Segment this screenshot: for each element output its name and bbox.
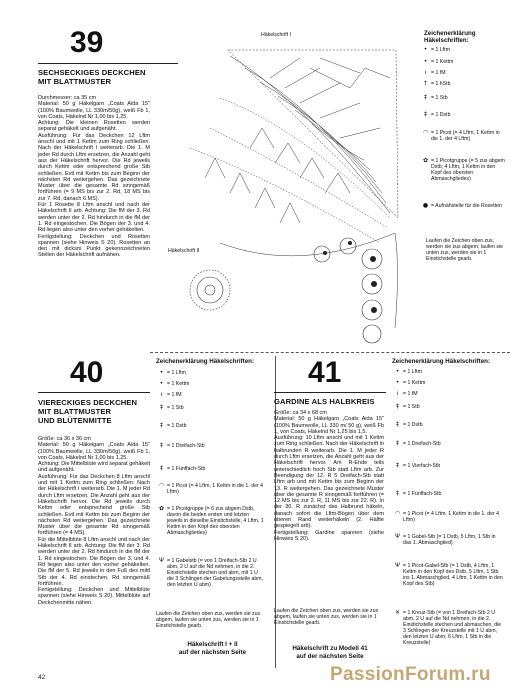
legend-41-row-vierfach: ‡ = 1 Vierfach-Stb (392, 463, 507, 469)
section-divider (150, 352, 510, 353)
caption-41-line2: auf der nächsten Seite (296, 653, 364, 660)
picot-fork-stitch-icon: Ψ (395, 562, 400, 569)
pattern-41-title-line1: GARDINE ALS HALBKREIS (274, 397, 375, 406)
chain-icon: • (159, 369, 164, 376)
page-number: 42 (38, 674, 46, 681)
pattern-40-title-line3: UND BLÜTENMITTE (38, 416, 112, 425)
picot-icon: ◠ (394, 510, 401, 517)
legend-40-row-picot: ◠ = 1 Picot (= 4 Lftm, 1 Kettm in die 1. der 4 Lftm) (156, 483, 268, 495)
legend-41-row-dreifach: ‡ = 1 Dreifach-Stb (392, 441, 507, 447)
legend-40-row-gabelstb: Ψ = 1 Gabelstb (= von 1 Dreifach-Stb 2 U abm, 2 U auf die Nd nehmen, in die 2. Einstichstelle stechen und abm, mit 1 U die 3 Schlingen der Gabelungsstelle abm, den letzten U abm) (156, 558, 268, 588)
half-double-icon: † (424, 80, 427, 87)
legend-39-row-kettm: • = 1 Kettm (420, 59, 508, 65)
pattern-41-execution: Ausführung: 10 Lftm anschl und mit 1 Kettm zum Ring schließen. Nach der Häkelschrift in halbrunden R weiterarb. Die 1. M jeder R durch Lftm ersetzen, die Anzahl geht aus der Häkelschrift hervor. Am R-Ende teils unterschiedlich hoch Stb statt Lftm arb. Zur Beendigung der 12. R 5 Dreifach-Stb statt Lftm arb und mit Kettm bis zum Beginn der 13. R weitergehen. Das gezeichnete Muster über die gesamte R sinngemäß fortführen (= 12 MS bis zur 2. R, 11 MS bis zur 22. R). In der 30. R zunächst das Halbrund häkeln, danach sofort die Lftm-Bögen über dem oberen Rand weiterhäkeln (2. Hälfte gespiegelt arb). (274, 435, 384, 530)
legend-39-row-aufnaehstelle: ● = Aufnähstelle für die Rosetten (420, 203, 508, 209)
chain-icon: • (395, 368, 400, 375)
pattern-39-size: Durchmesser: ca 35 cm (38, 95, 97, 101)
double-crochet-icon: ‡ (396, 403, 399, 410)
picot-icon: ◠ (158, 482, 165, 489)
pattern-41-finishing: Fertigstellung: Gardine spannen (siehe Hinweis S 20). (274, 529, 384, 542)
watermark: PassionForum.ru (330, 664, 491, 685)
picot-group-icon: ✿ (422, 157, 429, 164)
pattern-41-material: Material: 50 g Häkelgarn „Coats Aida 15" (100% Baumwolle, LL 330 m/ 50 g), weiß Fb 1, von Coats, Häkelnd Nr 1,25 bis 1,5. (274, 416, 384, 435)
legend-39-row-dstb: ‡ = 1 Dstb (420, 112, 508, 118)
legend-39-row-fm: ı = 1 fM (420, 70, 508, 76)
legend-39-row-picot: ◠ = 1 Picot (= 4 Lftm, 1 Kettm in die 1. der 4 Lftm) (420, 130, 508, 142)
slip-stitch-icon: • (159, 380, 164, 387)
pattern-39-instructions (38, 95, 150, 259)
slip-stitch-icon: • (423, 58, 428, 65)
fork-stitch-icon: Ψ (159, 557, 164, 564)
quintuple-treble-icon: ‡ (396, 490, 399, 497)
legend-41-row-picot: ◠ = 1 Picot (= 4 Lftm, 1 Kettm in die 1. der 4 Lftm) (392, 511, 507, 523)
pattern-40-title-line1: VIERECKIGES DECKCHEN (38, 398, 138, 407)
pattern-39-note: Achtung: Die kleinen Rosetten werden separat gehäkelt und aufgenäht. (38, 120, 150, 133)
divider (38, 392, 150, 393)
legend-41-row-dstb: ‡ = 1 Dstb (392, 422, 507, 428)
treble-icon: ‡ (396, 421, 399, 428)
treble-icon: ‡ (424, 111, 427, 118)
legend-40-row-stb: ‡ = 1 Stb (156, 405, 268, 411)
single-crochet-icon: ı (424, 69, 427, 76)
picot-icon: ◠ (422, 129, 429, 136)
double-crochet-icon: ‡ (424, 94, 427, 101)
legend-39-title-line2: Häkelschriften: (424, 37, 469, 44)
crochet-chart-39 (150, 28, 408, 348)
pattern-40-flower: Für die Mittelblüte 8 Lftm anschl und nach der Häkelschrift II arb. Achtung: Die fM der 3. Rd werden unter der 2. Rd hindurch in die fM der 1. Rd eingestochen. Die Bögen der 3. und 4. Rd liegen also unter den vorher gehäkelten. Die fM der 5. Rd jeweils in den Fuß des mittl Stb der 4. Rd einstechen. Rd sinngemäß fortführen. (38, 536, 150, 587)
legend-41-row-kreuzstb: ✕ = 1 Kreuz-Stb (= von 1 Dreifach-Stb 2 U abm, 2 U auf die Nd nehmen, in die 2. Einstichstelle stechen und abmaschen, die 3 Schlingen der Kreuzstelle mit 1 U abm, den letzten U abm, 6 Lftm, 1 Stb in die Kreuzstelle) (392, 610, 507, 646)
caption-41-line1: Häkelschrift zu Modell 41 (292, 645, 368, 652)
triple-treble-icon: ‡ (160, 442, 163, 449)
legend-39-title-line1: Zeichenerklärung (424, 30, 476, 37)
fork-stitch-icon: Ψ (395, 533, 400, 540)
single-crochet-icon: ı (160, 391, 163, 398)
caption-40-line2: auf der nächsten Seite (178, 649, 247, 656)
schrift-1-label: Häkelschrift I (261, 32, 291, 38)
legend-41-title: Zeichenerklärung Häkelschriften: (392, 358, 490, 365)
legend-39-row-lftm: • = 1 Lftm (420, 47, 508, 53)
quadruple-treble-icon: ‡ (396, 462, 399, 469)
pattern-40-note: Achtung: Die Mittelblüte wird separat gehäkelt und aufgenäht. (38, 461, 150, 474)
pattern-39-finishing: Fertigstellung: Deckchen und Rosetten spannen (siehe Hinweis S 20). Rosetten an den mit dicksm Punkt gekennzeichneten Stellen der Häkelschrift aufnähen. (38, 233, 150, 259)
legend-40-row-dstb: ‡ = 1 Dstb (156, 423, 268, 429)
pattern-41-number: 41 (308, 356, 342, 389)
legend-41-row-picot-gabelstb: Ψ = 1 Picot-Gabel-Stb (= 1 Dstb, 4 Lftm, 1 Kettm in den Kopf des Dstb, 5 Lftm, 1 Stb ins 1. Abmaschglied, 4 Lftm, 1 Kettm in den Kopf des Stb) (392, 563, 507, 587)
schrift-2-label: Häkelschrift II (168, 248, 200, 254)
legend-40-row-lftm: • = 1 Lftm (156, 370, 268, 376)
legend-40-row-kettm: • = 1 Kettm (156, 381, 268, 387)
treble-icon: ‡ (160, 422, 163, 429)
pattern-40-material: Material: 50 g Häkelgarn „Coats Aida 15" (100% Baumwolle, LL 330m/50g), weiß Fb 1, von Coats, Häkelnd Nr 1,00 bis 1,25. (38, 442, 150, 461)
picot-group-icon: ✿ (158, 505, 165, 512)
divider (274, 392, 386, 393)
legend-41-row-stb: ‡ = 1 Stb (392, 404, 507, 410)
legend-40-row-dreifach: ‡ = 1 Dreifach-Stb (156, 443, 268, 449)
pattern-40-execution: Ausführung: Für das Deckchen 8 Lftm anschl und mit 1 Kettm zum Ring schließen. Nach der Häkelschrift I weiterarb. Die 1. M jeder Rd durch Lftm ersetzen. Die Anzahl geht aus der Häkelschrift hervor. Die Rd jeweils durch Kettm oder entsprechend große Stb schließen. Evtl mit Kettm bis zum Beginn der nächsten Rd weitergehen. Das gezeichnete Muster über die gesamte Rd sinngemäß fortführen (= 4 MS). (38, 473, 150, 537)
caption-40-line1: Häkelschrift I + II (187, 641, 238, 648)
sewing-point-icon: ● (422, 202, 429, 209)
pattern-40-number: 40 (70, 356, 104, 389)
pattern-39-title-line2: MIT BLATTMUSTER (38, 77, 112, 86)
legend-39-row-hstb: † = 1 hStb (420, 81, 508, 87)
legend-41-row-fuenffach: ‡ = 1 Fünffach-Stb (392, 491, 507, 497)
note-41: Laufen die Zeichen oben zus, werden sie zus abgem, laufen sie unten zus, werden sie in 1 Einstichstelle gearb. (274, 608, 379, 626)
legend-40-row-picotgruppe: ✿ = 1 Picotgruppe (= 6 zus abgem Dstb, davon die beiden ersten und letzten jeweils in dieselbe Einstichstelle, 4 Lftm, 1 Kettm in den Kopf des obersten Abmaschgliedes) (156, 506, 268, 536)
pattern-39-execution: Ausführung: Für das Deckchen 12 Lftm anschl und mit 1 Kettm zum Ring schließen. Nach der Häkelschrift I weiterarb. Die 1. M jeder Rd durch Lftm ersetzen, die Anzahl geht aus der Häkelschrift hervor. Die Rd jeweils durch Kettm oder entsprechend große Stb schließen. Evtl mit Kettm bis zum Beginn der nächsten Rd weitergehen. Das gezeichnete Muster über die gesamte Rd sinngemäß fortführen (= 9 MS bis zur 2. Rd, 18 MS bis zur 7. Rd, danach 6 MS). (38, 132, 150, 202)
pattern-39-title-line1: SECHSECKIGES DECKCHEN (38, 68, 146, 77)
note-40: Laufen die Zeichen oben zus, werden sie zus abgem, laufen sie unten zus, werden sie in 1 Einstichstelle gearb. (156, 611, 261, 629)
legend-40-title: Zeichenerklärung Häkelschriften: (156, 358, 254, 365)
legend-41-row-lftm: • = 1 Lftm (392, 369, 507, 375)
pattern-39-material: Material: 50 g Häkelgarn „Coats Aida 15" (100% Baumwolle, LL 330m/50g), weiß Fb 1, von Coats, Häkelnd Nr 1,00 bis 1,25. (38, 101, 150, 120)
pattern-40-title-line2: MIT BLATTMUSTER (38, 407, 112, 416)
quintuple-treble-icon: ‡ (160, 465, 163, 472)
cross-stitch-icon: ✕ (394, 609, 401, 616)
legend-40-row-fm: ı = 1 fM (156, 392, 268, 398)
chain-icon: • (423, 46, 428, 53)
legend-41-row-kettm: • = 1 Kettm (392, 380, 507, 386)
pattern-39-number: 39 (70, 26, 104, 59)
pattern-40-size: Größe: ca 36 x 36 cm (38, 436, 91, 442)
note-39: Laufen die Zeichen oben zus, werden sie zus abgem, laufen sie unten zus, werden sie in 1 Einstichstelle gearb. (426, 238, 503, 262)
legend-39-row-stb: ‡ = 1 Stb (420, 95, 508, 101)
legend-41-row-gabelstb: Ψ = 1 Gabel-Stb (= 1 Dstb, 5 Lftm, 1 Stb in das 1. Abmaschglied) (392, 534, 507, 546)
pattern-41-size: Größe: ca 34 x 68 cm (274, 410, 327, 416)
single-crochet-icon: ı (396, 390, 399, 397)
legend-39-row-picotgruppe: ✿ = 1 Picotgruppe (= 5 zus abgem Dstb, 4 Lftm, 1 Kettm in den Kopf des obersten Abmaschgliedes) (420, 158, 508, 182)
legend-41-row-fm: ı = 1 fM (392, 391, 507, 397)
triple-treble-icon: ‡ (396, 440, 399, 447)
legend-40-row-fuenffach: ‡ = 1 Fünffach-Stb (156, 466, 268, 472)
pattern-41-instructions (274, 410, 384, 542)
slip-stitch-icon: • (395, 379, 400, 386)
pattern-40-finishing: Fertigstellung: Deckchen und Mittelblüte spannen (siehe Hinweis S 20). Mittelblüte auf Deckchenmitte nähen. (38, 587, 150, 606)
pattern-39-rosette: Für 1 Rosette 8 Lftm anschl und nach der Häkelschrift II arb. Achtung: Die fM der 3. Rd werden unter der 2. Rd hindurch in die fM der 1. Rd eingestochen. Die Bögen der 3. und 4. Rd liegen also unter den vorher gehäkelten. (38, 202, 150, 234)
double-crochet-icon: ‡ (160, 404, 163, 411)
pattern-40-instructions (38, 436, 150, 606)
